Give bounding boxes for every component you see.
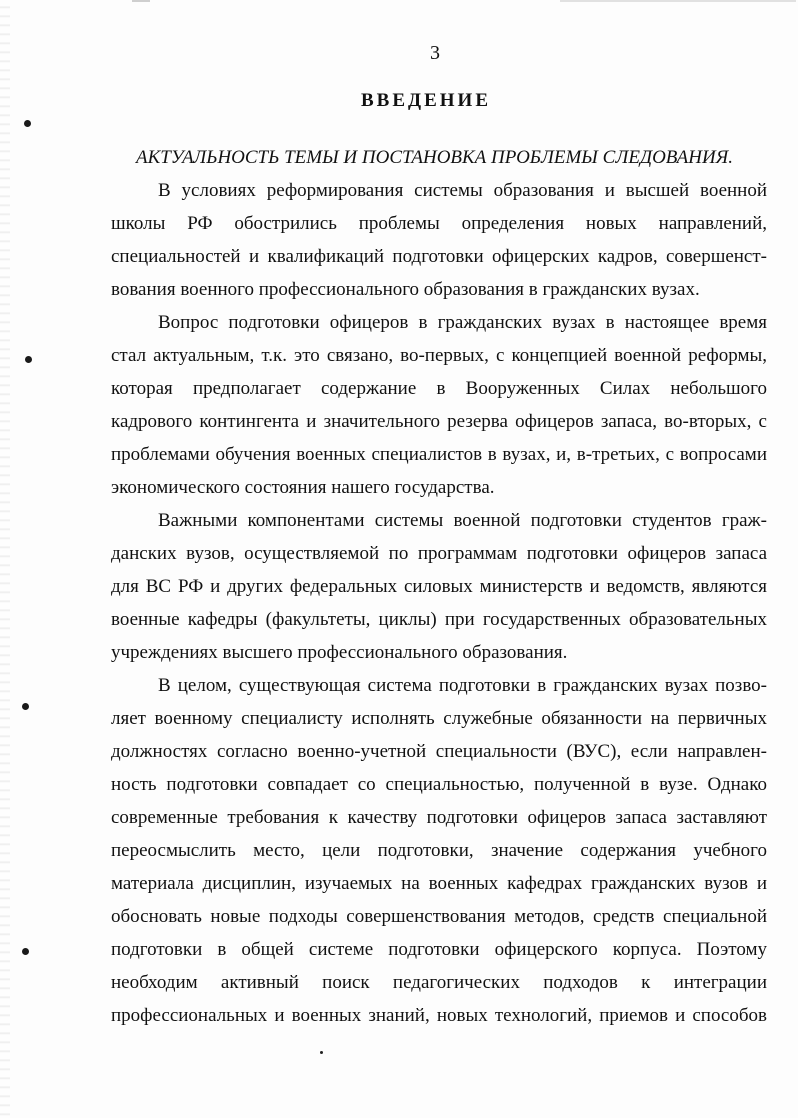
page-number: 3 [430, 42, 440, 64]
text-line: В целом, существующая система подготовки в гражданских вузах позво- [158, 675, 767, 696]
text-line: должностях согласно военно-учетной специальности (ВУС), если направлен- [111, 741, 767, 762]
section-subheading: АКТУАЛЬНОСТЬ ТЕМЫ И ПОСТАНОВКА ПРОБЛЕМЫ СЛЕДОВАНИЯ. [136, 147, 733, 168]
text-line: обосновать новые подходы совершенствования методов, средств специальной [111, 906, 767, 927]
binder-hole-mark [22, 703, 29, 710]
scan-top-mark [132, 0, 150, 2]
text-line: вования военного профессионального образования в гражданских вузах. [111, 279, 700, 300]
text-line: переосмыслить место, цели подготовки, значение содержания учебного [111, 840, 767, 861]
text-line: Важными компонентами системы военной подготовки студентов граж- [158, 510, 767, 531]
text-line: кадрового контингента и значительного резерва офицеров запаса, во-вторых, с [111, 411, 767, 432]
text-line: данских вузов, осуществляемой по программам подготовки офицеров запаса [111, 543, 767, 564]
text-line: стал актуальным, т.к. это связано, во-первых, с концепцией военной реформы, [111, 345, 767, 366]
text-line: ляет военному специалисту исполнять служебные обязанности на первичных [111, 708, 767, 729]
text-line: профессиональных и военных знаний, новых технологий, приемов и способов [111, 1005, 767, 1026]
text-line: проблемами обучения военных специалистов в вузах, и, в-третьих, с вопросами [111, 444, 767, 465]
binder-hole-mark [24, 120, 31, 127]
text-line: школы РФ обострились проблемы определения новых направлений, [111, 213, 767, 234]
scan-speck [320, 1051, 323, 1054]
text-line: В условиях реформирования системы образования и высшей военной [158, 180, 767, 201]
text-line: материала дисциплин, изучаемых на военных кафедрах гражданских вузов и [111, 873, 767, 894]
text-line: необходим активный поиск педагогических подходов к интеграции [111, 972, 767, 993]
text-line: современные требования к качеству подготовки офицеров запаса заставляют [111, 807, 767, 828]
text-line: учреждениях высшего профессионального образования. [111, 642, 568, 663]
text-line: военные кафедры (факультеты, циклы) при государственных образовательных [111, 609, 767, 630]
text-line: подготовки в общей системе подготовки офицерского корпуса. Поэтому [111, 939, 767, 960]
scan-top-line [560, 0, 796, 2]
binder-hole-mark [25, 356, 32, 363]
scan-edge-artifact [0, 0, 10, 1118]
binder-hole-mark [22, 948, 29, 955]
text-line: которая предполагает содержание в Вооруженных Силах небольшого [111, 378, 767, 399]
page-heading: ВВЕДЕНИЕ [361, 90, 491, 111]
text-line: ность подготовки совпадает со специальностью, полученной в вузе. Однако [111, 774, 767, 795]
text-line: специальностей и квалификаций подготовки офицерских кадров, совершенст- [111, 246, 767, 267]
text-line: Вопрос подготовки офицеров в гражданских вузах в настоящее время [158, 312, 767, 333]
text-line: для ВС РФ и других федеральных силовых министерств и ведомств, являются [111, 576, 767, 597]
text-line: экономического состояния нашего государства. [111, 477, 495, 498]
